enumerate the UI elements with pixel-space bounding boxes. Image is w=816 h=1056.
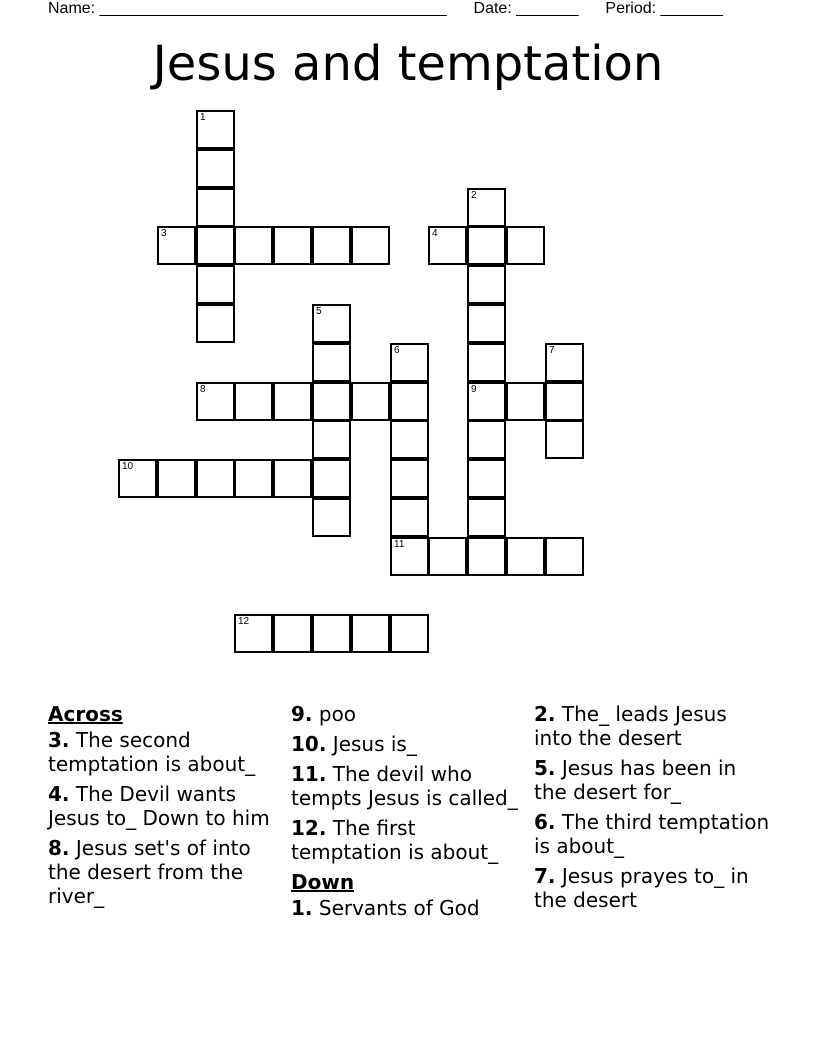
clue-text: Jesus has been in the desert for_: [534, 756, 737, 804]
clues-column-3: [534, 702, 770, 918]
clue-number: 3.: [48, 728, 70, 752]
cell-number: 2: [471, 190, 477, 201]
cell-number: 3: [161, 228, 167, 239]
crossword-cell[interactable]: [273, 382, 312, 421]
cell-number: 12: [238, 616, 250, 627]
clue-number: 2.: [534, 702, 556, 726]
crossword-cell[interactable]: [312, 459, 351, 498]
down-heading: Down: [291, 870, 355, 894]
clue-text: The Devil wants Jesus to_ Down to him: [48, 782, 270, 830]
across-heading: Across: [48, 702, 123, 726]
crossword-cell[interactable]: [467, 382, 506, 421]
page-title: Jesus and temptation: [152, 36, 664, 92]
crossword-cell[interactable]: [467, 265, 506, 304]
clue-number: 10.: [291, 732, 327, 756]
crossword-cell[interactable]: [351, 614, 390, 653]
crossword-cell[interactable]: [157, 226, 196, 265]
crossword-cell[interactable]: [467, 226, 506, 265]
cell-number: 11: [394, 539, 405, 550]
crossword-cell[interactable]: [467, 420, 506, 459]
clue-item: [291, 762, 527, 810]
crossword-cell[interactable]: [196, 226, 235, 265]
name-field[interactable]: Name: _______________________________________: [48, 0, 447, 17]
crossword-cell[interactable]: [506, 537, 545, 576]
crossword-cell[interactable]: [545, 537, 584, 576]
clue-item: [534, 864, 770, 912]
crossword-cell[interactable]: [312, 498, 351, 537]
crossword-cell[interactable]: [428, 537, 467, 576]
crossword-cell[interactable]: [467, 188, 506, 227]
cell-number: 6: [394, 345, 400, 356]
crossword-cell[interactable]: [312, 382, 351, 421]
clue-text: The first temptation is about_: [291, 816, 499, 864]
crossword-cell[interactable]: [390, 614, 429, 653]
crossword-cell[interactable]: [312, 226, 351, 265]
crossword-cell[interactable]: [312, 420, 351, 459]
crossword-cell[interactable]: [234, 614, 273, 653]
crossword-cell[interactable]: [196, 382, 235, 421]
crossword-cell[interactable]: [351, 382, 390, 421]
crossword-cell[interactable]: [545, 343, 584, 382]
crossword-cell[interactable]: [312, 343, 351, 382]
crossword-cell[interactable]: [157, 459, 196, 498]
clue-number: 9.: [291, 702, 313, 726]
clue-text: Jesus is_: [326, 732, 417, 756]
crossword-cell[interactable]: [506, 226, 545, 265]
crossword-cell[interactable]: [467, 498, 506, 537]
crossword-cell[interactable]: [273, 614, 312, 653]
crossword-cell[interactable]: [273, 459, 312, 498]
crossword-cell[interactable]: [390, 382, 429, 421]
clue-item: [48, 728, 284, 776]
clue-text: The third temptation is about_: [534, 810, 770, 858]
crossword-cell[interactable]: [428, 226, 467, 265]
clue-item: [291, 816, 527, 864]
cell-number: 4: [432, 228, 438, 239]
crossword-cell[interactable]: [118, 459, 157, 498]
clue-item: [534, 810, 770, 858]
crossword-cell[interactable]: [312, 304, 351, 343]
clue-item: [291, 702, 527, 726]
clue-number: 12.: [291, 816, 327, 840]
clue-text: The second temptation is about_: [48, 728, 256, 776]
clue-item: [291, 896, 527, 920]
clue-number: 8.: [48, 836, 70, 860]
clue-text: The_ leads Jesus into the desert: [534, 702, 727, 750]
clue-number: 4.: [48, 782, 70, 806]
crossword-cell[interactable]: [234, 382, 273, 421]
cell-number: 8: [200, 384, 206, 395]
clue-number: 6.: [534, 810, 556, 834]
crossword-cell[interactable]: [390, 498, 429, 537]
clue-number: 5.: [534, 756, 556, 780]
crossword-cell[interactable]: [273, 226, 312, 265]
cell-number: 1: [200, 112, 206, 123]
clues-column-1: [48, 702, 284, 914]
clue-text: poo: [312, 702, 357, 726]
clue-number: 7.: [534, 864, 556, 888]
crossword-cell[interactable]: [196, 110, 235, 149]
crossword-cell[interactable]: [390, 537, 429, 576]
clue-number: 11.: [291, 762, 327, 786]
crossword-cell[interactable]: [390, 459, 429, 498]
clue-text: Servants of God: [312, 896, 480, 920]
cell-number: 9: [471, 384, 477, 395]
crossword-cell[interactable]: [467, 537, 506, 576]
crossword-cell[interactable]: [196, 459, 235, 498]
clue-item: [291, 732, 527, 756]
crossword-cell[interactable]: [234, 226, 273, 265]
crossword-cell[interactable]: [351, 226, 390, 265]
crossword-cell[interactable]: [467, 459, 506, 498]
clue-item: [534, 702, 770, 750]
period-field[interactable]: Period: _______: [605, 0, 723, 17]
crossword-cell[interactable]: [196, 188, 235, 227]
clue-text: The devil who tempts Jesus is called_: [291, 762, 518, 810]
cell-number: 7: [549, 345, 555, 356]
crossword-cell[interactable]: [196, 304, 235, 343]
clue-number: 1.: [291, 896, 313, 920]
date-field[interactable]: Date: _______: [473, 0, 579, 17]
crossword-cell[interactable]: [545, 420, 584, 459]
crossword-cell[interactable]: [196, 265, 235, 304]
clues-column-2: [291, 702, 527, 926]
clue-item: [534, 756, 770, 804]
crossword-cell[interactable]: [545, 382, 584, 421]
clue-item: [48, 782, 284, 830]
crossword-cell[interactable]: [390, 343, 429, 382]
crossword-cell[interactable]: [506, 382, 545, 421]
clue-item: [48, 836, 284, 908]
crossword-cell[interactable]: [234, 459, 273, 498]
crossword-cell[interactable]: [467, 304, 506, 343]
crossword-cell[interactable]: [196, 149, 235, 188]
clue-text: Jesus prayes to_ in the desert: [534, 864, 749, 912]
crossword-cell[interactable]: [467, 343, 506, 382]
cell-number: 10: [122, 461, 134, 472]
cell-number: 5: [316, 306, 322, 317]
crossword-cell[interactable]: [312, 614, 351, 653]
crossword-cell[interactable]: [390, 420, 429, 459]
clue-text: Jesus set's of into the desert from the river_: [48, 836, 251, 908]
